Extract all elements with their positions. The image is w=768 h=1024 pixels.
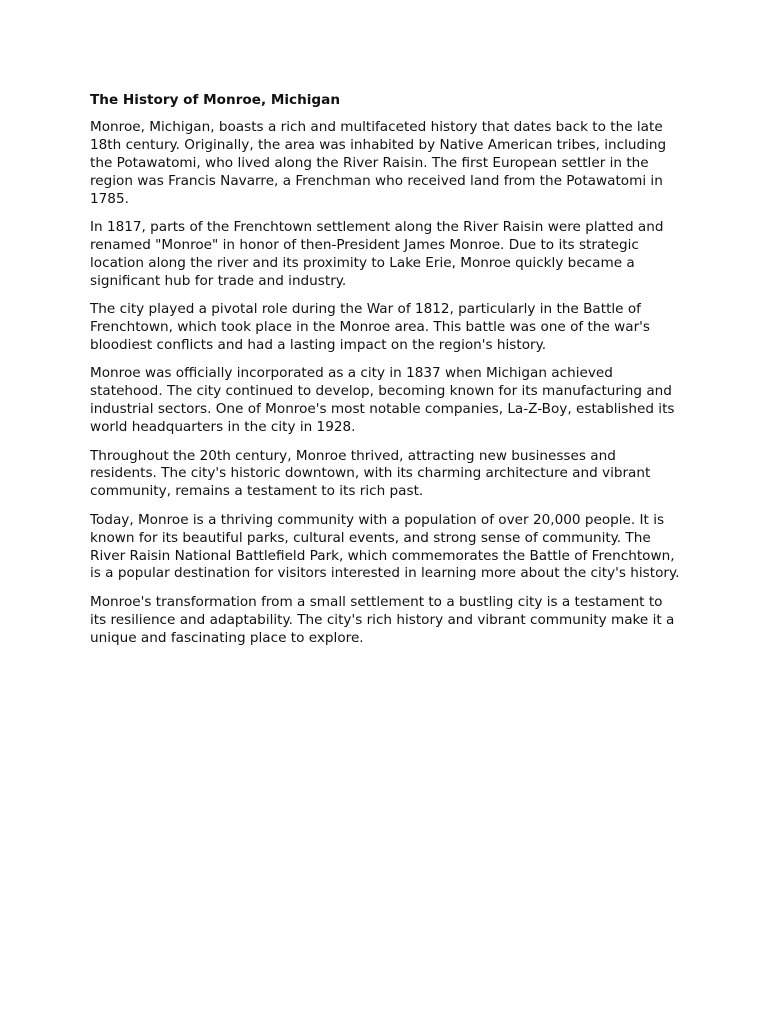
paragraph-20th-century: Throughout the 20th century, Monroe thrived, attracting new businesses and residents. The city's historic downtown, with its charming architecture and vibrant community, remains a testament to its rich past. xyxy=(90,447,651,500)
paragraph-naming: In 1817, parts of the Frenchtown settlement along the River Raisin were platted and renamed "Monroe" in honor of then-President James Monroe. Due to its strategic location along the river and its proximity to Lake Erie, Monroe quickly became a significant hub for trade and industry. xyxy=(90,219,664,289)
paragraph-today: Today, Monroe is a thriving community with a population of over 20,000 people. It is known for its beautiful parks, cultural events, and strong sense of community. The River Raisin National Battlefield Park, which commemorates the Battle of Frenchtown, is a popular destination for visitors interested in learning more about the city's history. xyxy=(90,511,680,582)
document-page xyxy=(90,91,680,658)
paragraph-war-of-1812: The city played a pivotal role during the War of 1812, particularly in the Battle of Frenchtown, which took place in the Monroe area. This battle was one of the war's bloodiest conflicts and had a lasting impact on the region's history. xyxy=(90,301,650,353)
document-title: The History of Monroe, Michigan xyxy=(90,92,341,108)
paragraph-incorporation: Monroe was officially incorporated as a city in 1837 when Michigan achieved statehood. The city continued to develop, becoming known for its manufacturing and industrial sectors. One of Monroe's most notable companies, La-Z-Boy, established its world headquarters in the city in 1928. xyxy=(90,365,675,436)
paragraph-early-history: Monroe, Michigan, boasts a rich and multifaceted history that dates back to the late 18th century. Originally, the area was inhabited by Native American tribes, including the Potawatomi, who lived along the River Raisin. The first European settler in the region was Francis Navarre, a Frenchman who received land from the Potawatomi in 1785. xyxy=(90,119,667,207)
paragraph-conclusion: Monroe's transformation from a small settlement to a bustling city is a testament to its resilience and adaptability. The city's rich history and vibrant community make it a unique and fascinating place to explore. xyxy=(90,593,675,646)
